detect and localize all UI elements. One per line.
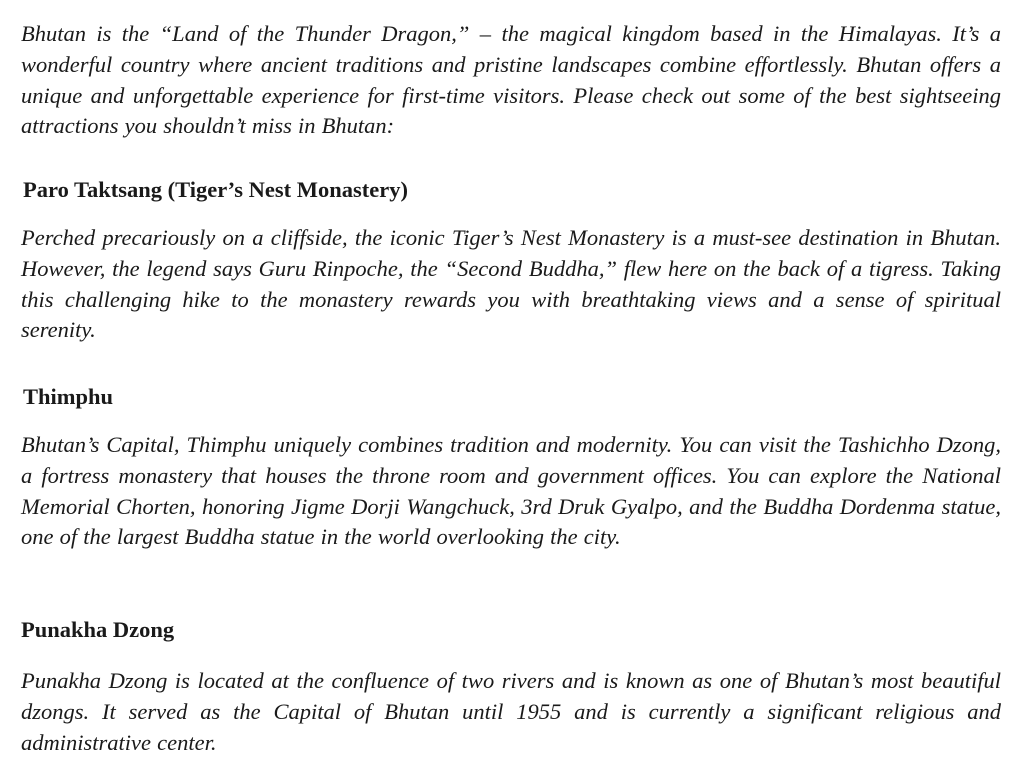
heading-paro-taktsang: Paro Taktsang (Tiger’s Nest Monastery) [23, 177, 408, 202]
intro-paragraph: Bhutan is the “Land of the Thunder Dragon,” – the magical kingdom based in the Himalayas. It’s a wonderful country where ancient traditions and pristine landscapes combine effortlessly. Bhutan offers a unique and unforgettable experience for first-time visitors. Please check out some of the best sightseeing attractions you shouldn’t miss in Bhutan: [21, 21, 1001, 139]
heading-punakha-dzong: Punakha Dzong [21, 617, 175, 642]
paragraph-paro-taktsang: Perched precariously on a cliffside, the iconic Tiger’s Nest Monastery is a must-see destination in Bhutan. However, the legend says Guru Rinpoche, the “Second Buddha,” flew here on the back of a tigress. Taking this challenging hike to the monastery rewards you with breathtaking views and a sense of spiritual serenity. [21, 225, 1001, 343]
paragraph-thimphu: Bhutan’s Capital, Thimphu uniquely combines tradition and modernity. You can visit the Tashichho Dzong, a fortress monastery that houses the throne room and government offices. You can explore the National Memorial Chorten, honoring Jigme Dorji Wangchuck, 3rd Druk Gyalpo, and the Buddha Dordenma statue, one of the largest Buddha statue in the world overlooking the city. [21, 432, 1001, 550]
heading-thimphu: Thimphu [23, 384, 114, 409]
paragraph-punakha-dzong: Punakha Dzong is located at the confluence of two rivers and is known as one of Bhutan’s most beautiful dzongs. It served as the Capital of Bhutan until 1955 and is currently a significant religious and administrative center. [21, 668, 1001, 755]
